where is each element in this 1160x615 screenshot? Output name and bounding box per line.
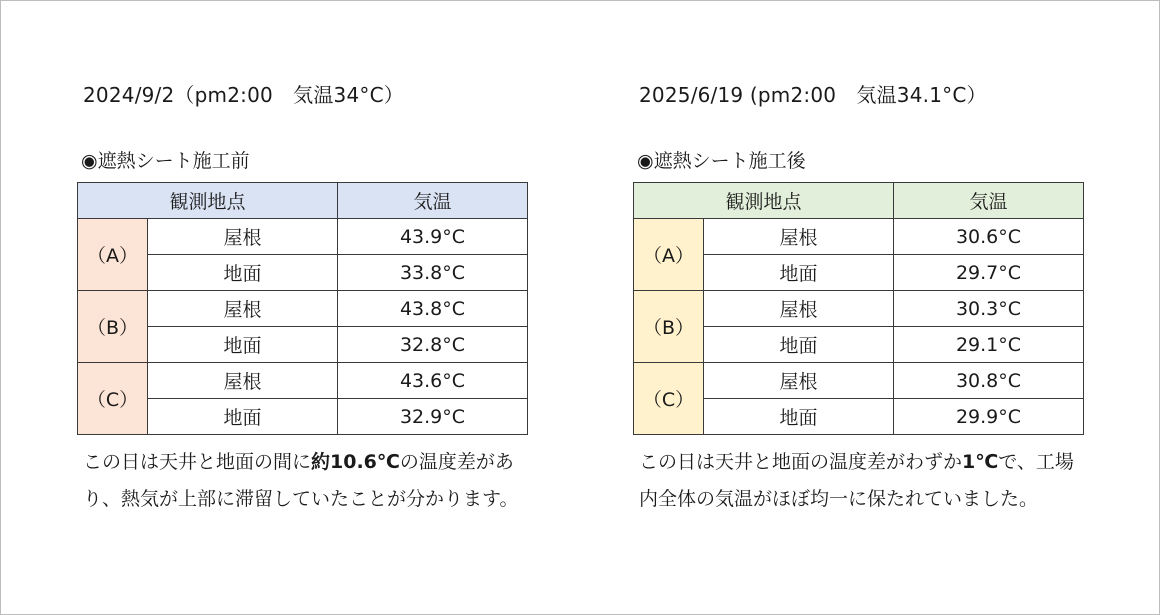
- temperature-table: [633, 182, 1084, 435]
- group-label: （A）: [634, 219, 704, 291]
- note-highlight: 約10.6℃: [311, 451, 400, 473]
- temp-cell: 43.6°C: [338, 363, 528, 399]
- table-header-row: [78, 183, 528, 219]
- panel-note: [639, 444, 1089, 518]
- group-label: （B）: [78, 291, 148, 363]
- temp-cell: 30.3°C: [894, 291, 1084, 327]
- header-temperature: 気温: [338, 183, 528, 219]
- table-row: [634, 363, 1084, 399]
- temp-cell: 33.8°C: [338, 255, 528, 291]
- place-cell: 地面: [704, 255, 894, 291]
- header-temperature: 気温: [894, 183, 1084, 219]
- place-cell: 地面: [704, 399, 894, 435]
- place-cell: 地面: [704, 327, 894, 363]
- table-row: [634, 219, 1084, 255]
- table-row: [78, 291, 528, 327]
- place-cell: 屋根: [704, 291, 894, 327]
- note-text: の温度差があり、熱気が上部に滞留していたことが分かります。: [83, 451, 519, 510]
- temp-cell: 30.8°C: [894, 363, 1084, 399]
- place-cell: 屋根: [148, 219, 338, 255]
- temperature-table: [77, 182, 528, 435]
- temp-cell: 32.8°C: [338, 327, 528, 363]
- header-location: 観測地点: [78, 183, 338, 219]
- group-label: （B）: [634, 291, 704, 363]
- place-cell: 屋根: [148, 363, 338, 399]
- place-cell: 地面: [148, 327, 338, 363]
- panel-note: [83, 444, 533, 518]
- panel-subheading: ◉遮熱シート施工後: [637, 150, 806, 172]
- note-text: この日は天井と地面の間に: [83, 451, 312, 473]
- place-cell: 地面: [148, 255, 338, 291]
- place-cell: 屋根: [704, 219, 894, 255]
- place-cell: 地面: [148, 399, 338, 435]
- place-cell: 屋根: [704, 363, 894, 399]
- temp-cell: 32.9°C: [338, 399, 528, 435]
- panel-heading: 2025/6/19 (pm2:00 気温34.1°C）: [639, 83, 987, 107]
- temp-cell: 29.9°C: [894, 399, 1084, 435]
- table-row: [78, 363, 528, 399]
- panel-heading: 2024/9/2（pm2:00 気温34°C）: [83, 83, 404, 107]
- note-text: で、工場内全体の気温がほぼ均一に保たれていました。: [639, 451, 1074, 510]
- temp-cell: 43.9°C: [338, 219, 528, 255]
- table-row: [634, 291, 1084, 327]
- place-cell: 屋根: [148, 291, 338, 327]
- group-label: （C）: [634, 363, 704, 435]
- group-label: （A）: [78, 219, 148, 291]
- header-location: 観測地点: [634, 183, 894, 219]
- temp-cell: 43.8°C: [338, 291, 528, 327]
- temp-cell: 30.6°C: [894, 219, 1084, 255]
- table-header-row: [634, 183, 1084, 219]
- panel-subheading: ◉遮熱シート施工前: [81, 150, 250, 172]
- note-highlight: 1℃: [962, 451, 999, 473]
- group-label: （C）: [78, 363, 148, 435]
- table-row: [78, 219, 528, 255]
- temp-cell: 29.1°C: [894, 327, 1084, 363]
- temp-cell: 29.7°C: [894, 255, 1084, 291]
- note-text: この日は天井と地面の温度差がわずか: [639, 451, 963, 473]
